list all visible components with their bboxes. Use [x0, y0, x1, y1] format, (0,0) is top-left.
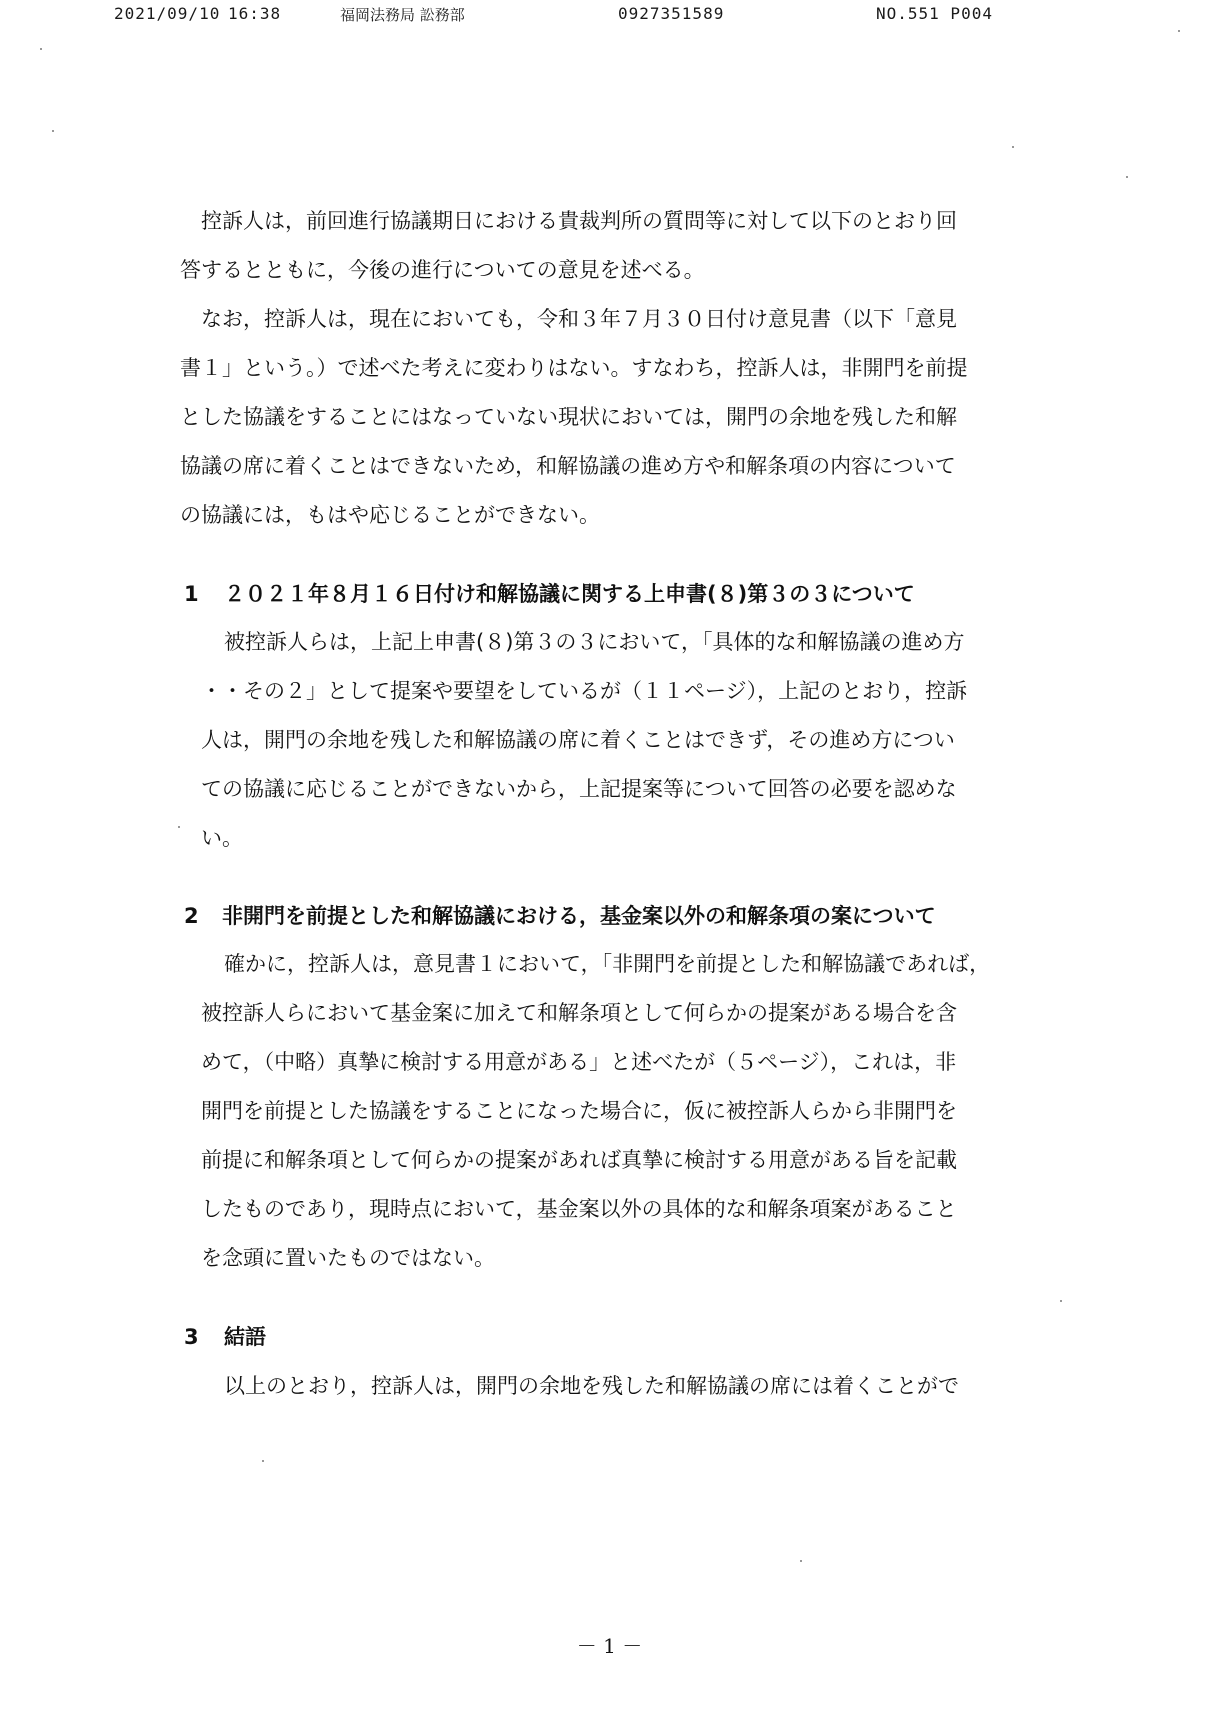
section-2-number: 2 [184, 904, 199, 928]
scan-speck [178, 826, 180, 828]
section-2-heading: 非開門を前提とした和解協議における，基金案以外の和解条項の案について [222, 904, 936, 928]
scan-speck [1178, 30, 1180, 32]
section-1-number: 1 [184, 582, 199, 606]
scan-speck [1126, 176, 1128, 178]
section-2-line: 被控訴人らにおいて基金案に加えて和解条項として何らかの提案がある場合を含 [201, 1001, 957, 1025]
section-1-line: ・・その２」として提案や要望をしているが（１１ページ），上記のとおり，控訴 [201, 679, 968, 703]
scan-speck [800, 1560, 802, 1562]
scan-speck [1060, 1300, 1062, 1302]
section-2-line: 確かに，控訴人は，意見書１において，「非開門を前提とした和解協議であれば， [224, 952, 991, 976]
fax-page-info: NO.551 P004 [876, 4, 993, 23]
fax-sender: 福岡法務局 訟務部 [340, 6, 465, 24]
intro-line: 控訴人は，前回進行協議期日における貴裁判所の質問等に対して以下のとおり回 [201, 209, 957, 233]
intro-line: の協議には，もはや応じることができない。 [180, 503, 600, 527]
intro-line: 答するとともに，今後の進行についての意見を述べる。 [180, 258, 705, 282]
fax-header [0, 2, 1219, 26]
section-1-heading: ２０２１年８月１６日付け和解協議に関する上申書(８)第３の３について [224, 582, 915, 606]
section-2-line: めて，（中略）真摯に検討する用意がある」と述べたが（５ページ），これは，非 [201, 1050, 957, 1074]
section-3-heading: 結語 [224, 1325, 266, 1349]
section-3-line: 以上のとおり，控訴人は，開門の余地を残した和解協議の席には着くことがで [224, 1374, 959, 1398]
intro-line: とした協議をすることにはなっていない現状においては，開門の余地を残した和解 [180, 405, 957, 429]
intro-line: 書１」という。）で述べた考えに変わりはない。すなわち，控訴人は，非開門を前提 [180, 356, 968, 380]
section-1-line: 人は，開門の余地を残した和解協議の席に着くことはできず，その進め方につい [201, 728, 955, 752]
fax-number: 0927351589 [618, 4, 725, 23]
fax-date: 2021/09/10 [114, 4, 221, 23]
intro-line: 協議の席に着くことはできないため，和解協議の進め方や和解条項の内容について [180, 454, 956, 478]
fax-time: 16:38 [228, 4, 282, 23]
scan-speck [40, 48, 42, 50]
scan-speck [262, 1460, 264, 1462]
section-3-number: 3 [184, 1325, 199, 1349]
section-1-line: 被控訴人らは，上記上申書(８)第３の３において，「具体的な和解協議の進め方 [224, 630, 965, 654]
scan-speck [1012, 146, 1014, 148]
section-2-line: を念頭に置いたものではない。 [201, 1246, 495, 1270]
section-1-line: い。 [201, 826, 243, 850]
section-2-line: したものであり，現時点において，基金案以外の具体的な和解条項案があること [201, 1197, 957, 1221]
section-2-line: 前提に和解条項として何らかの提案があれば真摯に検討する用意がある旨を記載 [201, 1148, 957, 1172]
section-2-line: 開門を前提とした協議をすることになった場合に，仮に被控訴人らから非開門を [201, 1099, 957, 1123]
scan-speck [52, 130, 54, 132]
intro-line: なお，控訴人は，現在においても，令和３年７月３０日付け意見書（以下「意見 [201, 307, 957, 331]
section-1-line: ての協議に応じることができないから，上記提案等について回答の必要を認めな [201, 777, 957, 801]
page-number: － 1 － [576, 1634, 643, 1658]
